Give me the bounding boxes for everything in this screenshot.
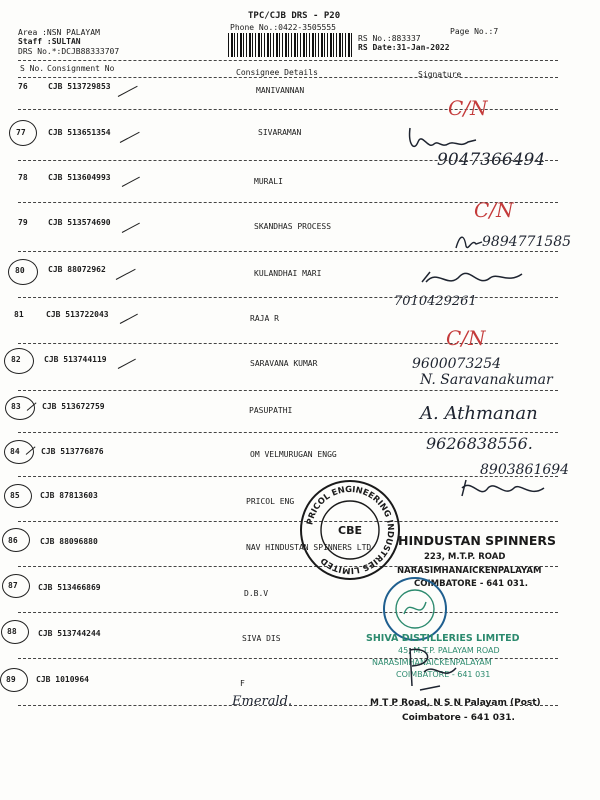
row-rule: [18, 521, 558, 522]
cn-mark: C/N: [448, 96, 488, 120]
header-rule: [18, 60, 558, 61]
columns-rule: [18, 77, 558, 78]
hindustan-stamp-line1: 223, M.T.P. ROAD: [424, 552, 506, 562]
hindustan-stamp-line2: NARASIMHANAICKENPALAYAM: [397, 566, 542, 576]
row-consignment: CJB 513466869: [38, 583, 101, 592]
rs-number: RS No.:883337: [358, 34, 421, 43]
shiva-stamp-line2: NARASIMHANAICKENPALAYAM: [372, 658, 492, 667]
tick-mark: [120, 314, 138, 324]
row-rule: [18, 432, 558, 433]
col-sno: S No.: [20, 64, 45, 73]
signature-80: [418, 262, 528, 296]
row-consignee: RAJA R: [250, 314, 279, 323]
row-consignment: CJB 88072962: [48, 265, 106, 274]
name-89: Emerald.: [232, 694, 293, 709]
barcode: [228, 33, 352, 57]
row-consignee: F: [240, 679, 245, 688]
row-sno: 76: [18, 82, 28, 91]
rs-date: RS Date:31-Jan-2022: [358, 43, 450, 52]
row-consignment: CJB 513672759: [42, 402, 105, 411]
row-sno: 85: [10, 491, 20, 500]
row-sno: 87: [8, 581, 18, 590]
phone-80: 7010429261: [394, 294, 477, 309]
row-consignee: OM VELMURUGAN ENGG: [250, 450, 337, 459]
phone-84: 8903861694: [480, 462, 570, 478]
phone-79: 9894771585: [482, 234, 572, 250]
col-consignment: Consignment No: [47, 64, 115, 73]
row-sno: 83: [11, 402, 21, 411]
row-rule: [18, 612, 558, 613]
row-rule: [18, 297, 558, 298]
row-sno: 80: [15, 266, 25, 275]
tick-mark: [118, 86, 138, 97]
tick-mark: [122, 223, 140, 233]
area-label: Area :NSN PALAYAM: [18, 28, 100, 37]
phone-77: 9047366494: [437, 150, 546, 170]
row-consignment: CJB 513776876: [41, 447, 104, 456]
row-consignment: CJB 513604993: [48, 173, 111, 182]
row-consignment: CJB 513574690: [48, 218, 111, 227]
phone-number: Phone No.:0422-3505555: [230, 23, 336, 32]
shiva-stamp-line1: 45, M.T.P. PALAYAM ROAD: [398, 646, 500, 655]
hindustan-stamp-line3: COIMBATORE - 641 031.: [414, 579, 528, 589]
row-consignment: CJB 513722043: [46, 310, 109, 319]
signature-83: A. Athmanan: [420, 403, 538, 424]
row-consignee: MANIVANNAN: [256, 86, 305, 95]
row-rule: [18, 390, 558, 391]
shiva-stamp-line3: COIMBATORE - 641 031: [396, 670, 491, 679]
row-consignment: CJB 513651354: [48, 128, 111, 137]
signature-88: [400, 642, 460, 694]
signature-84: [458, 476, 548, 502]
cn-mark: C/N: [474, 198, 514, 222]
tick-mark: [120, 132, 140, 143]
phone-82: 9600073254: [412, 356, 502, 372]
shiva-stamp-name: SHIVA DISTILLERIES LIMITED: [366, 633, 520, 644]
row-consignment: CJB 513744119: [44, 355, 107, 364]
emerald-stamp-line1: M T P Road, N S N Palayam (Post): [370, 698, 541, 708]
tick-mark: [118, 359, 136, 369]
row-sno: 86: [8, 536, 18, 545]
cn-mark: C/N: [446, 326, 486, 350]
row-consignment: CJB 513744244: [38, 629, 101, 638]
row-sno: 84: [10, 447, 20, 456]
row-consignee: D.B.V: [244, 589, 269, 598]
row-rule: [18, 160, 558, 161]
row-consignee: PASUPATHI: [249, 406, 293, 415]
drs-number: DRS No.*:DCJB88333707: [18, 47, 120, 56]
row-consignee: SKANDHAS PROCESS: [254, 222, 332, 231]
row-sno: 89: [6, 675, 16, 684]
phone-83: 9626838556.: [426, 434, 533, 453]
pricol-center-text: CBE: [338, 524, 362, 537]
sheet-title: TPC/CJB DRS - P20: [248, 11, 341, 21]
row-consignment: CJB 1010964: [36, 675, 89, 684]
row-sno: 78: [18, 173, 28, 182]
col-consignee: Consignee Details: [236, 68, 318, 77]
row-consignment: CJB 513729853: [48, 82, 111, 91]
row-sno: 79: [18, 218, 28, 227]
row-consignee: SIVARAMAN: [258, 128, 302, 137]
page-number: Page No.:7: [450, 27, 499, 36]
hindustan-stamp-name: HINDUSTAN SPINNERS: [398, 533, 557, 548]
row-consignee: KULANDHAI MARI: [254, 269, 322, 278]
row-consignee: SIVA DIS: [242, 634, 281, 643]
row-rule: [18, 251, 558, 252]
row-consignee: MURALI: [254, 177, 283, 186]
row-sno: 82: [11, 355, 21, 364]
row-consignee: NAV HINDUSTAN SPINNERS LTD: [246, 543, 372, 552]
row-sno: 88: [7, 627, 17, 636]
pricol-seal: [298, 478, 402, 582]
row-consignment: CJB 88096880: [40, 537, 98, 546]
emerald-stamp-line2: Coimbatore - 641 031.: [402, 713, 515, 723]
row-consignee: PRICOL ENG: [246, 497, 295, 506]
row-consignment: CJB 87813603: [40, 491, 98, 500]
row-consignee: SARAVANA KUMAR: [250, 359, 318, 368]
signature-82: N. Saravanakumar: [420, 372, 553, 388]
tick-mark: [116, 269, 136, 280]
pricol-ring-text: PRICOL ENGINEERING INDUSTRIES LIMITED: [304, 483, 397, 577]
col-signature: Signature: [418, 70, 462, 79]
tick-mark: [122, 177, 140, 187]
staff-label: Staff :SULTAN: [18, 37, 81, 46]
row-rule: [18, 476, 558, 477]
row-sno: 77: [16, 128, 26, 137]
row-sno: 81: [14, 310, 24, 319]
signature-79: [454, 232, 484, 252]
